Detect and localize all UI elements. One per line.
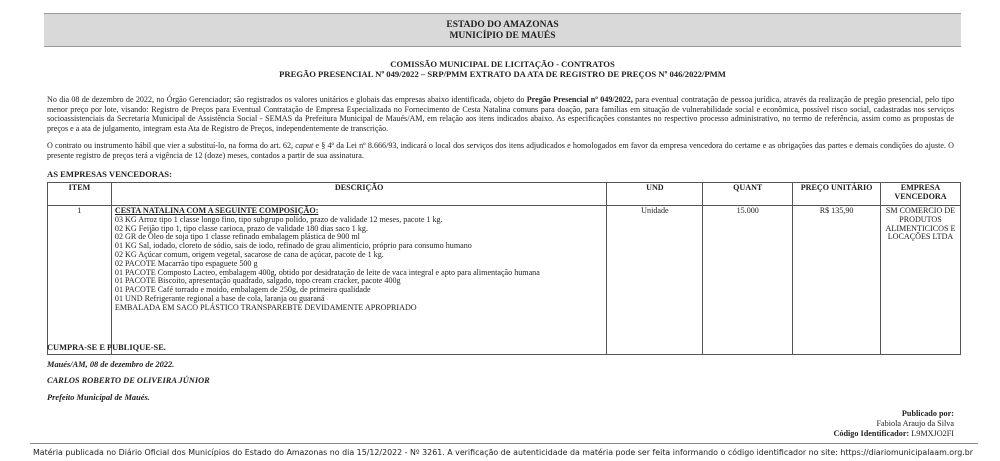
- desc-line: 01 KG Sal, iodado, cloreto de sódio, sais de iodo, refinado de grau alimentício, próprio para consumo humano: [114, 241, 472, 251]
- header-item: ITEM: [48, 183, 112, 206]
- identifier-code: L9MXJO2FI: [911, 428, 954, 438]
- signer-name: CARLOS ROBERTO DE OLIVEIRA JÚNIOR: [47, 376, 210, 385]
- paragraph-contract-text-a: O contrato ou instrumento hábil que vier a substituí-lo, na forma do art. 62,: [47, 141, 296, 150]
- cell-und: Unidade: [607, 206, 703, 355]
- cell-descricao: [111, 206, 607, 355]
- paragraph-object-bold: Pregão Presencial nº 049/2022,: [526, 95, 633, 104]
- header-empresa: EMPRESA VENCEDORA: [881, 183, 961, 206]
- footer-note: Matéria publicada no Diário Oficial dos Municípios do Estado do Amazonas no dia 15/12/2022 - Nº 3261. A verificação de autenticidade da matéria pode ser feita informando o código identificador no site: https://diariomunicipalaam.org.br: [33, 448, 973, 457]
- header-band: [44, 13, 961, 47]
- footer-divider: [30, 443, 978, 444]
- code-label: Código Identificador:: [833, 428, 910, 438]
- desc-line: 01 PACOTE Biscoito, apresentação quadrado, salgado, topo cream cracker, pacote 400g: [114, 276, 401, 286]
- table-row: [48, 206, 961, 355]
- paragraph-object-text-a: No dia 08 de dezembro de 2022, no Órgão Gerenciador; são registrados os valores unitários e globais das empresas abaixo identificada, objeto do: [47, 95, 527, 104]
- title-line-2: PREGÃO PRESENCIAL Nº 049/2022 – SRP/PMM EXTRATO DA ATA DE REGISTRO DE PREÇOS Nº 046/2022/PMM: [279, 69, 726, 79]
- desc-line: 01 UND Refrigerante regional a base de cola, laranja ou guaraná: [114, 293, 325, 303]
- cell-preco: R$ 135,90: [793, 206, 881, 355]
- cell-empresa: SM COMERCIO DE PRODUTOS ALIMENTICICOS E LOCAÇÕES LTDA: [881, 206, 961, 355]
- header-municipality: MUNICÍPIO DE MAUÉS: [449, 31, 556, 41]
- paragraph-contract-text-b: e § 4º da Lei nº 8.666/93, indicará o local dos serviços dos itens adjudicados e homologados em favor da empresa vencedora do certame e as obrigações das partes e demais condições do ajuste. O presente registro de preços terá a vigência de 12 (doze) meses, contados a partir de sua assinatura.: [47, 141, 955, 160]
- cell-quant: 15.000: [703, 206, 793, 355]
- header-preco: PREÇO UNITÁRIO: [793, 183, 881, 206]
- desc-line: EMBALADA EM SACO PLÁSTICO TRANSPAREBTE DEVIDAMENTE APROPRIADO: [114, 302, 417, 312]
- publication-info: [833, 409, 954, 438]
- cell-item: 1: [48, 206, 112, 355]
- header-state: ESTADO DO AMAZONAS: [446, 20, 559, 30]
- signer-role: Prefeito Municipal de Maués.: [47, 393, 150, 402]
- paragraph-object-text-b: para eventual contratação de pessoa jurídica, através da realização de pregão presencial, pelo tipo menor preço por lote, visando: Registro de Preços para Eventual Contratação de Empresa Especializada no Fornecimento de Cesta Natalina comuns para doação, para famílias em situação de vulnerabilidade social e econômica, possível risco social, cadastradas nos serviços socioassistenciais da Secretaria Municipal de Assistência Social - SEMAS da Prefeitura Municipal de Maués/AM, em relação aos itens indicados abaixo. As especificações constantes no respectivo processo administrativo, no termo de referência, assim como as propostas de preços e a ata de julgamento, integram esta Ata de Registro de Preços, independentemente de transcrição.: [47, 95, 954, 133]
- desc-line: 02 GR de Óleo de soja tipo 1 classe refinado embalagem plástica de 900 ml: [114, 232, 360, 242]
- section-label-winners: AS EMPRESAS VENCEDORAS:: [47, 169, 172, 179]
- header-und: UND: [607, 183, 703, 206]
- desc-title: CESTA NATALINA COM A SEGUINTE COMPOSIÇÃO:: [114, 206, 319, 215]
- place-date: Maués/AM, 08 de dezembro de 2022.: [47, 360, 175, 369]
- document-title: [44, 59, 961, 79]
- desc-line: 02 KG Feijão tipo 1, tipo classe carioca, prazo de validade 180 dias saco 1 kg.: [114, 223, 368, 233]
- table-header-row: [48, 183, 961, 206]
- desc-line: 02 PACOTE Macarrão tipo espaguete 500 g: [114, 258, 258, 268]
- paragraph-object: [47, 95, 954, 133]
- desc-line: 02 KG Açúcar comum, origem vegetal, sacarose de cana de açúcar, pacote de 1 kg.: [114, 249, 384, 259]
- paragraph-contract: [47, 141, 954, 160]
- paragraph-contract-italic: caput: [295, 141, 314, 150]
- desc-line: 03 KG Arroz tipo 1 classe longo fino, tipo subgrupo polido, prazo de validade 12 meses, pacote 1 kg.: [114, 214, 443, 224]
- title-line-1: COMISSÃO MUNICIPAL DE LICITAÇÃO - CONTRATOS: [390, 59, 615, 69]
- publication-label: Publicado por:: [901, 409, 954, 418]
- cumpra-se: CUMPRA-SE E PUBLIQUE-SE.: [47, 343, 166, 352]
- header-descricao: DESCRIÇÃO: [111, 183, 607, 206]
- desc-line: 01 PACOTE Café torrado e moido, embalagem de 250g, de primeira qualidade: [114, 285, 371, 295]
- desc-line: 01 PACOTE Composto Lacteo, embalagem 400g, obtido por desidratação de leite de vaca integral e apto para alimentação humana: [114, 267, 540, 277]
- header-quant: QUANT: [703, 183, 793, 206]
- winners-table: [47, 182, 961, 355]
- publisher-name: Fabiola Araujo da Silva: [876, 418, 954, 428]
